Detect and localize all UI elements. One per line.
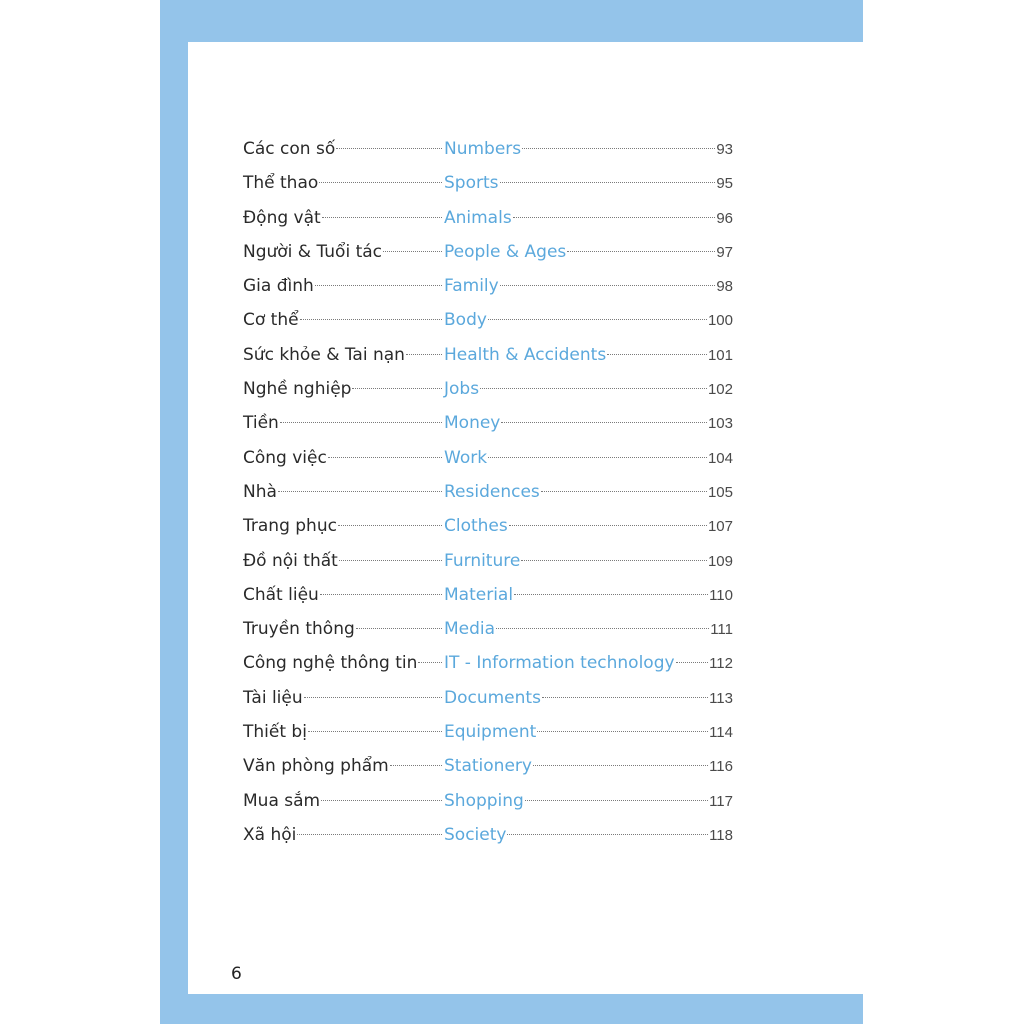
dot-leader (514, 594, 708, 595)
dot-leader (278, 491, 442, 492)
toc-english-column (444, 818, 733, 853)
toc-english-column (444, 749, 733, 784)
toc-entry (243, 441, 733, 475)
toc-vietnamese-column (243, 441, 443, 475)
dot-leader (676, 662, 709, 663)
dot-leader (336, 148, 442, 149)
toc-entry (243, 784, 733, 818)
toc-english-title: Animals (444, 207, 512, 228)
dot-leader (308, 731, 442, 732)
toc-page-number: 110 (709, 586, 733, 604)
toc-vietnamese-column (243, 612, 443, 646)
toc-english-title: Furniture (444, 550, 521, 571)
toc-english-column (444, 269, 733, 304)
toc-page-number: 117 (709, 792, 733, 810)
toc-entry (243, 406, 733, 440)
toc-english-title: Body (444, 310, 487, 331)
toc-vietnamese-title: Động vật (243, 207, 321, 228)
toc-page-number: 109 (707, 552, 733, 570)
dot-leader (500, 285, 716, 286)
toc-english-title: Health & Accidents (444, 344, 607, 365)
dot-leader (521, 560, 707, 561)
toc-english-column (444, 406, 733, 441)
toc-english-title: Jobs (444, 379, 480, 400)
toc-vietnamese-column (243, 303, 443, 337)
toc-vietnamese-column (243, 749, 443, 783)
toc-english-title: People & Ages (444, 241, 567, 262)
dot-leader (297, 834, 442, 835)
toc-vietnamese-title: Văn phòng phẩm (243, 756, 389, 777)
toc-english-title: Shopping (444, 790, 524, 811)
toc-english-title: Material (444, 584, 514, 605)
toc-english-column (444, 544, 733, 579)
dot-leader (319, 182, 442, 183)
toc-vietnamese-column (243, 646, 443, 680)
dot-leader (509, 525, 707, 526)
toc-english-title: Sports (444, 173, 499, 194)
dot-leader (383, 251, 442, 252)
dot-leader (541, 491, 707, 492)
toc-vietnamese-title: Cơ thể (243, 310, 299, 331)
toc-english-title: Residences (444, 481, 540, 502)
toc-vietnamese-title: Tài liệu (243, 687, 303, 708)
toc-entry (243, 818, 733, 852)
toc-english-column (444, 612, 733, 647)
toc-page-number: 102 (707, 381, 733, 399)
toc-vietnamese-column (243, 784, 443, 818)
dot-leader (304, 697, 442, 698)
toc-english-title: Numbers (444, 139, 522, 159)
dot-leader (300, 319, 442, 320)
dot-leader (501, 422, 707, 423)
dot-leader (352, 388, 442, 389)
toc-english-title: IT - Information technology (444, 653, 675, 674)
toc-page-number: 107 (707, 518, 733, 536)
toc-vietnamese-title: Xã hội (243, 824, 297, 845)
toc-entry (243, 475, 733, 509)
dot-leader (522, 148, 715, 149)
dot-leader (525, 800, 708, 801)
toc-vietnamese-title: Sức khỏe & Tai nạn (243, 344, 405, 365)
toc-vietnamese-column (243, 544, 443, 578)
toc-entry (243, 715, 733, 749)
toc-vietnamese-column (243, 166, 443, 200)
toc-vietnamese-title: Đồ nội thất (243, 550, 338, 571)
toc-english-column (444, 475, 733, 510)
toc-vietnamese-column (243, 406, 443, 440)
dot-leader (339, 560, 442, 561)
toc-vietnamese-title: Mua sắm (243, 790, 321, 811)
toc-english-column (444, 646, 733, 681)
toc-page-number: 103 (707, 415, 733, 433)
toc-vietnamese-column (243, 578, 443, 612)
toc-entry (243, 544, 733, 578)
toc-english-column (444, 201, 733, 236)
toc-page-number: 111 (710, 621, 733, 639)
toc-vietnamese-title: Công nghệ thông tin (243, 653, 418, 674)
toc-entry (243, 201, 733, 235)
dot-leader (488, 319, 707, 320)
dot-leader (418, 662, 442, 663)
toc-entry (243, 578, 733, 612)
page-number: 6 (231, 964, 242, 984)
toc-english-title: Work (444, 447, 488, 468)
toc-page-number: 97 (716, 243, 733, 261)
toc-english-column (444, 235, 733, 270)
toc-english-title: Stationery (444, 756, 532, 777)
dot-leader (320, 594, 442, 595)
toc-entry (243, 132, 733, 166)
toc-vietnamese-title: Thể thao (243, 173, 319, 194)
toc-english-column (444, 338, 733, 373)
dot-leader (496, 628, 709, 629)
dot-leader (480, 388, 707, 389)
toc-english-column (444, 166, 733, 201)
toc-vietnamese-column (243, 715, 443, 749)
toc-english-title: Documents (444, 687, 541, 708)
toc-english-column (444, 303, 733, 338)
table-of-contents (243, 132, 733, 852)
toc-english-title: Money (444, 413, 501, 434)
toc-english-column (444, 441, 733, 476)
toc-vietnamese-column (243, 269, 443, 303)
toc-page-number: 104 (707, 449, 733, 467)
toc-vietnamese-column (243, 372, 443, 406)
toc-vietnamese-title: Chất liệu (243, 584, 319, 605)
dot-leader (607, 354, 707, 355)
toc-entry (243, 372, 733, 406)
dot-leader (338, 525, 442, 526)
toc-vietnamese-column (243, 132, 443, 166)
toc-page-number: 101 (707, 346, 733, 364)
toc-vietnamese-title: Nghề nghiệp (243, 379, 352, 400)
dot-leader (280, 422, 442, 423)
toc-vietnamese-title: Người & Tuổi tác (243, 241, 383, 262)
toc-english-column (444, 509, 733, 544)
toc-vietnamese-column (243, 235, 443, 269)
dot-leader (328, 457, 442, 458)
toc-entry (243, 338, 733, 372)
dot-leader (537, 731, 708, 732)
toc-vietnamese-title: Công việc (243, 447, 327, 468)
toc-page-number: 118 (709, 826, 733, 844)
toc-vietnamese-column (243, 818, 443, 852)
toc-english-column (444, 681, 733, 716)
toc-vietnamese-column (243, 509, 443, 543)
toc-vietnamese-column (243, 338, 443, 372)
toc-page-number: 96 (716, 209, 733, 227)
dot-leader (488, 457, 707, 458)
toc-english-title: Media (444, 619, 496, 640)
toc-vietnamese-column (243, 201, 443, 235)
toc-entry (243, 235, 733, 269)
dot-leader (500, 182, 716, 183)
toc-entry (243, 303, 733, 337)
dot-leader (533, 765, 708, 766)
toc-page-number: 114 (709, 724, 733, 742)
dot-leader (315, 285, 442, 286)
toc-page-number: 112 (709, 655, 733, 673)
toc-vietnamese-column (243, 681, 443, 715)
toc-page-number: 116 (709, 758, 733, 776)
toc-english-title: Equipment (444, 722, 537, 743)
toc-english-title: Society (444, 824, 507, 845)
dot-leader (390, 765, 442, 766)
toc-vietnamese-title: Các con số (243, 139, 336, 159)
toc-entry (243, 646, 733, 680)
toc-vietnamese-title: Tiền (243, 413, 279, 434)
toc-vietnamese-title: Trang phục (243, 516, 337, 537)
toc-page-number: 113 (709, 689, 733, 707)
toc-entry (243, 612, 733, 646)
dot-leader (406, 354, 442, 355)
dot-leader (322, 217, 442, 218)
toc-page-number: 95 (716, 175, 733, 193)
toc-entry (243, 166, 733, 200)
toc-entry (243, 681, 733, 715)
dot-leader (513, 217, 716, 218)
toc-vietnamese-title: Truyền thông (243, 619, 355, 640)
toc-english-column (444, 578, 733, 613)
toc-vietnamese-title: Thiết bị (243, 722, 307, 743)
toc-page-number: 100 (707, 312, 733, 330)
dot-leader (507, 834, 708, 835)
toc-page-number: 105 (707, 483, 733, 501)
dot-leader (356, 628, 442, 629)
toc-vietnamese-title: Nhà (243, 481, 277, 502)
toc-vietnamese-title: Gia đình (243, 276, 314, 297)
toc-english-column (444, 784, 733, 819)
toc-entry (243, 509, 733, 543)
toc-english-title: Clothes (444, 516, 508, 537)
dot-leader (321, 800, 442, 801)
dot-leader (567, 251, 715, 252)
toc-page-number: 93 (716, 141, 733, 158)
toc-english-column (444, 715, 733, 750)
toc-entry (243, 749, 733, 783)
toc-english-column (444, 372, 733, 407)
toc-vietnamese-column (243, 475, 443, 509)
toc-page-number: 98 (716, 278, 733, 296)
toc-english-title: Family (444, 276, 499, 297)
dot-leader (542, 697, 708, 698)
toc-english-column (444, 132, 733, 167)
toc-entry (243, 269, 733, 303)
